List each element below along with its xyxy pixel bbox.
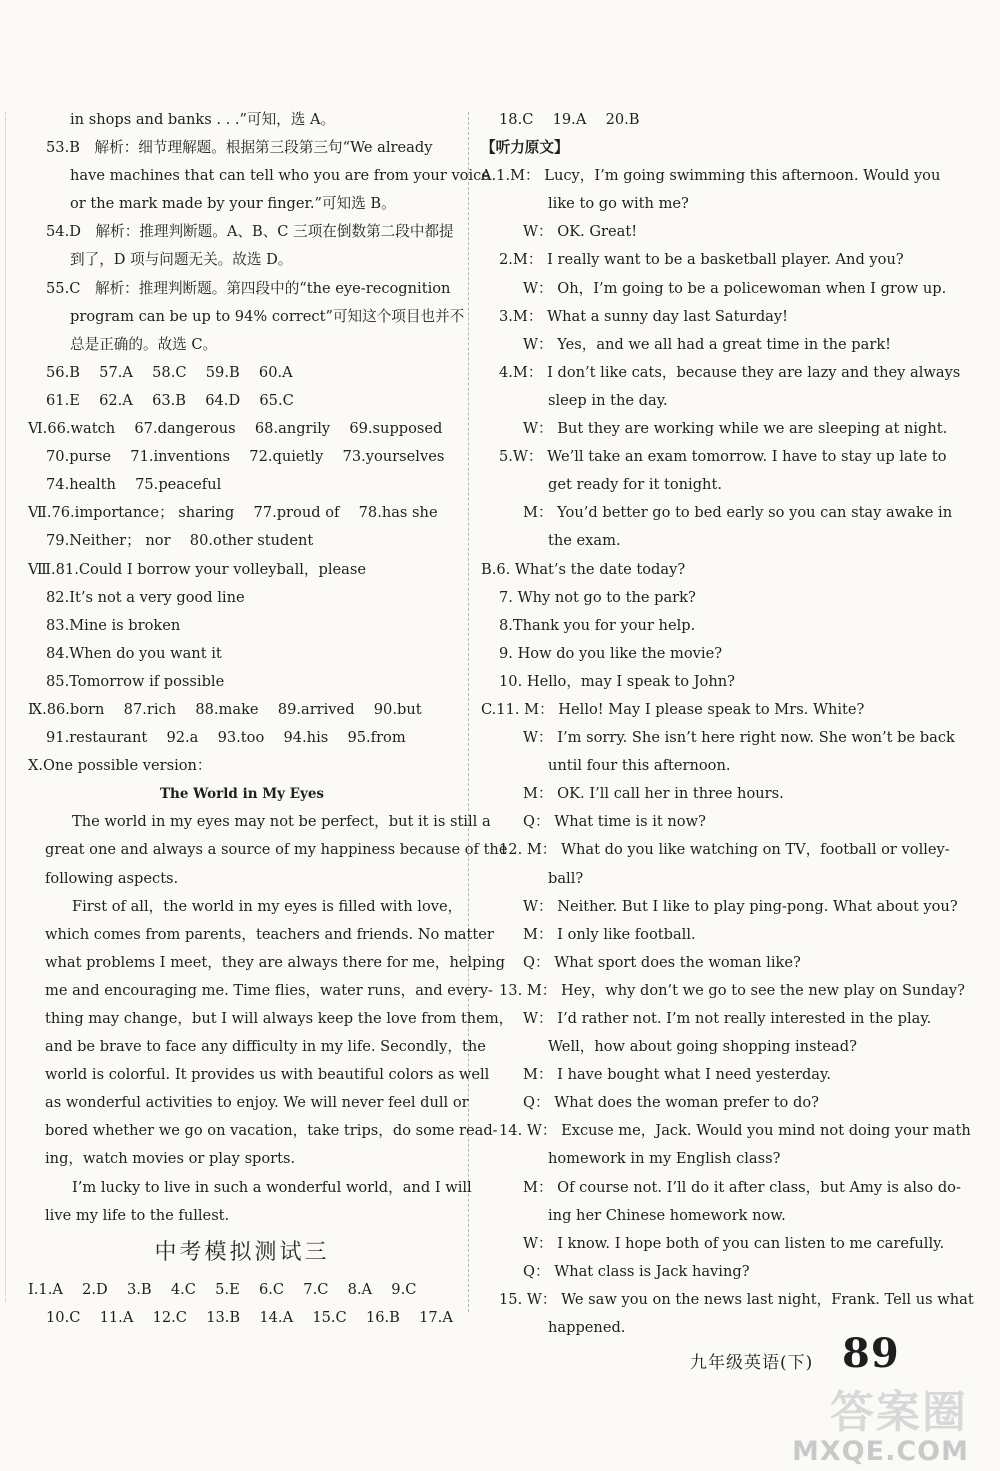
transcript-line: 8.Thank you for your help. (499, 616, 696, 634)
text-line: 53.B 解析：细节理解题。根据第三段第三句“We already (46, 139, 433, 157)
transcript-line: homework in my English class? (548, 1150, 781, 1168)
transcript-line: 4.M： I don’t like cats，because they are lazy and they always (499, 363, 961, 381)
transcript-line: the exam. (548, 532, 621, 550)
watermark-url: MXQE.COM (792, 1436, 969, 1467)
transcript-line: 7. Why not go to the park? (499, 588, 696, 606)
transcript-line: W： Neither. But I like to play ping-pong. What about you? (523, 897, 958, 915)
text-line: 82.It’s not a very good line (46, 588, 245, 606)
transcript-line: 5.W： We’ll take an exam tomorrow. I have to stay up late to (499, 448, 947, 466)
text-line: following aspects. (45, 869, 179, 887)
transcript-line: M： I only like football. (523, 925, 696, 943)
text-line: or the mark made by your finger.”可知选 B。 (70, 195, 396, 213)
transcript-line: C.11. M： Hello! May I please speak to Mrs. White? (481, 700, 865, 718)
transcript-line: sleep in the day. (548, 391, 668, 409)
answer-line: 10.C 11.A 12.C 13.B 14.A 15.C 16.B 17.A (46, 1308, 453, 1326)
transcript-line: M： I have bought what I need yesterday. (523, 1066, 831, 1084)
transcript-line: like to go with me? (548, 195, 689, 213)
transcript-line: W： But they are working while we are sleeping at night. (523, 420, 948, 438)
text-line: Ⅸ.86.born 87.rich 88.make 89.arrived 90.but (28, 700, 422, 718)
page-footer (690, 1330, 950, 1376)
text-line: world is colorful. It provides us with beautiful colors as well (45, 1066, 490, 1084)
text-line: 总是正确的。故选 C。 (70, 335, 218, 353)
text-line: live my life to the fullest. (45, 1206, 230, 1224)
transcript-line: 15. W： We saw you on the news last night，Frank. Tell us what (499, 1290, 974, 1308)
text-line: as wonderful activities to enjoy. We will never feel dull or (45, 1094, 469, 1112)
transcript-line: happened. (548, 1319, 626, 1337)
text-line: 54.D 解析：推理判断题。A、B、C 三项在倒数第二段中都提 (46, 223, 454, 241)
transcript-line: ing her Chinese homework now. (548, 1206, 786, 1224)
transcript-line: 12. M： What do you like watching on TV，football or volley- (499, 841, 950, 859)
text-line: which comes from parents，teachers and friends. No matter (45, 925, 494, 943)
transcript-line: B.6. What’s the date today? (481, 560, 686, 578)
text-line: bored whether we go on vacation，take trips，do some read- (45, 1122, 498, 1140)
transcript-line: M： You’d better go to bed early so you can stay awake in (523, 504, 953, 522)
transcript-line: 18.C 19.A 20.B (499, 111, 640, 128)
text-line: The World in My Eyes (159, 786, 325, 803)
transcript-line: 3.M： What a sunny day last Saturday! (499, 307, 788, 325)
answer-line: Ⅰ.1.A 2.D 3.B 4.C 5.E 6.C 7.C 8.A 9.C (28, 1280, 417, 1298)
text-line: ing，watch movies or play sports. (45, 1150, 296, 1168)
transcript-line: get ready for it tonight. (548, 476, 722, 494)
text-line: great one and always a source of my happiness because of the (45, 841, 508, 859)
text-line: I’m lucky to live in such a wonderful world，and I will (72, 1178, 472, 1196)
text-line: 55.C 解析：推理判断题。第四段中的“the eye-recognition (46, 279, 451, 297)
transcript-line: W： I know. I hope both of you can listen to me carefully. (523, 1234, 945, 1252)
transcript-line: W： Yes，and we all had a great time in the park! (523, 335, 892, 353)
footer-book-label: 九年级英语(下) (690, 1353, 814, 1373)
transcript-line: 14. W： Excuse me，Jack. Would you mind not doing your math (499, 1122, 971, 1140)
text-line: have machines that can tell who you are from your voice (70, 167, 490, 185)
transcript-line: 9. How do you like the movie? (499, 644, 723, 662)
section-title: 中考模拟测试三 (154, 1239, 330, 1265)
transcript-line: ball? (548, 869, 584, 887)
text-line: 91.restaurant 92.a 93.too 94.his 95.from (46, 729, 406, 747)
transcript-line: W： Oh，I’m going to be a policewoman when I grow up. (523, 279, 947, 297)
transcript-line: Q： What does the woman prefer to do? (523, 1094, 819, 1112)
text-line: 79.Neither； nor 80.other student (46, 532, 314, 550)
transcript-line: Well，how about going shopping instead? (548, 1038, 857, 1056)
text-line: me and encouraging me. Time flies，water runs，and every- (45, 981, 493, 999)
text-line: 74.health 75.peaceful (46, 476, 222, 494)
text-line: what problems I meet，they are always there for me，helping (45, 953, 505, 971)
transcript-line: Q： What class is Jack having? (523, 1262, 750, 1280)
text-line: Ⅷ.81.Could I borrow your volleyball，please (28, 560, 366, 578)
transcript-line: 10. Hello，may I speak to John? (499, 672, 735, 690)
text-line: 84.When do you want it (46, 644, 222, 662)
text-line: 61.E 62.A 63.B 64.D 65.C (46, 391, 294, 409)
text-line: Ⅹ.One possible version： (28, 757, 212, 775)
transcript-line: A.1.M： Lucy，I’m going swimming this afternoon. Would you (481, 167, 941, 185)
watermark-logo: 答案圈 (830, 1387, 968, 1438)
text-line: program can be up to 94% correct”可知这个项目也并不 (70, 307, 465, 325)
transcript-line: M： OK. I’ll call her in three hours. (523, 785, 784, 803)
text-line: Ⅵ.66.watch 67.dangerous 68.angrily 69.supposed (28, 420, 443, 438)
text-line: in shops and banks . . .”可知，选 A。 (70, 111, 336, 128)
text-line: thing may change，but I will always keep the love from them， (45, 1010, 514, 1027)
left-column (28, 106, 514, 1332)
transcript-line: Q： What time is it now? (523, 813, 706, 831)
text-line: Ⅶ.76.importance； sharing 77.proud of 78.has she (28, 504, 438, 522)
text-line: First of all，the world in my eyes is filled with love， (72, 897, 463, 915)
transcript-line: 【听力原文】 (481, 139, 569, 157)
right-column (481, 106, 974, 1342)
page-number: 89 (842, 1330, 900, 1377)
text-line: The world in my eyes may not be perfect，but it is still a (72, 813, 491, 831)
transcript-line: 13. M： Hey，why don’t we go to see the new play on Sunday? (499, 981, 965, 999)
transcript-line: 2.M： I really want to be a basketball player. And you? (499, 251, 904, 269)
transcript-line: W： I’m sorry. She isn’t here right now. She won’t be back (523, 729, 955, 747)
text-line: and be brave to face any difficulty in my life. Secondly，the (45, 1038, 486, 1056)
transcript-line: Q： What sport does the woman like? (523, 953, 801, 971)
text-line: 56.B 57.A 58.C 59.B 60.A (46, 363, 293, 381)
transcript-line: W： I’d rather not. I’m not really interested in the play. (523, 1010, 932, 1027)
margin-guide (5, 112, 6, 1302)
text-line: 70.purse 71.inventions 72.quietly 73.yourselves (46, 448, 445, 466)
text-line: 83.Mine is broken (46, 616, 181, 634)
transcript-line: W： OK. Great! (523, 223, 638, 241)
text-line: 到了，D 项与问题无关。故选 D。 (70, 251, 293, 269)
text-line: 85.Tomorrow if possible (46, 672, 225, 690)
transcript-line: until four this afternoon. (548, 757, 731, 775)
transcript-line: M： Of course not. I’ll do it after class，but Amy is also do- (523, 1178, 961, 1196)
